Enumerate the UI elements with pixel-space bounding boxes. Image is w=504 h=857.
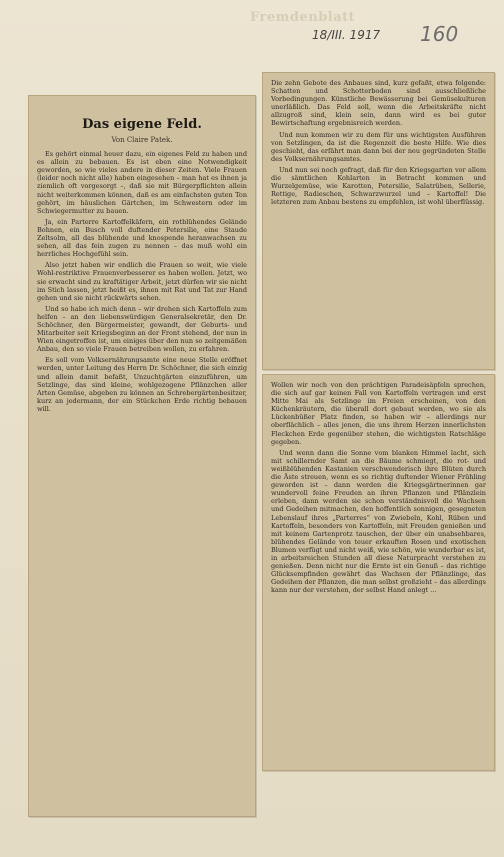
handwritten-page-number: 160	[420, 22, 459, 46]
clipping-left-column	[28, 95, 256, 817]
newspaper-masthead: Fremdenblatt	[250, 10, 356, 25]
paragraph: Also jetzt haben wir endlich die Frauen so weit, wie viele Wohl-restriktive Frauenverbesserer es haben wollen. Jetzt, wo sie erwacht sind zu kraftätiger Arbeit, jetzt dürfen wir sie nicht im Stich lassen, jetzt heißt es, ihnen mit Rat und Tat zur Hand gehen und sie nicht rückwärts sehen.	[37, 261, 247, 302]
paragraph: Und wenn dann die Sonne vom blanken Himmel lacht, sich mit schillernder Samt an die Bäume schmiegt, die rot- und weißblühenden Kastanien verschwenderisch ihre Blüten durch die Äste streuen, wenn es so richtig duftender Wiener Frühling geworden ist – dann werden die Kriegsgärtnerinnen gar wundervoll feine Freuden an ihren Pflanzen und Pflänzlein erleben, dann werden sie schon verständnisvoll die Wachsen und Gedeihen mitmachen, den hoffentlich sonnigen, gesegneten Lebenslauf ihres „Parterres“ von Zwiebeln, Kohl, Rüben und Kartoffeln, besonders von Kartoffeln, mit Freuden genießen und mit keinem Gartenprotz tauschen, der über ein unabsehbares, blühendes Gelände von teuer erkauften Rosen und exotischen Blumen verfügt und nicht weiß, wie schön, wie wunderbar es ist, in arbeitsreichen Stunden all diese Naturpracht verstehen zu genießen. Denn nicht nur die Ernte ist ein Genuß – das richtige Glücksempfinden gewährt das Wachsen der Pflänzlinge, das Gedeihen der Pflanzen, die man selbst großzieht – das allerdings kann nur der verstehen, der selbst Hand anlegt ...	[271, 448, 486, 595]
paragraph: Ja, ein Parterre Kartoffelkäfern, ein rotblühendes Gelände Bohnen, ein Busch voll duftender Petersilie, eine Staude Zeltsolm, all das blühende und knospende heranwachsen zu sehen, all das fein zugen zu nennen – das muß wohl ein herrliches Hochgefühl sein.	[37, 217, 247, 259]
paragraph: Und nun sei noch gefragt, daß für den Kriegsgarten vor allem die sämtlichen Kohlarten in Betracht kommen und Wurzelgemüse, wie Karotten, Petersilie, Salatrüben, Sellerie, Rettige, Radieschen, Schwarzwurzel und – Kartoffel! Die letzteren zum Anbau bestens zu empfehlen, ist wohl überflüssig.	[271, 165, 486, 207]
article-title: Das eigene Feld.	[82, 117, 202, 132]
clipping-right-top	[262, 72, 495, 370]
paragraph: Die zehn Gebote des Anbaues sind, kurz gefaßt, etwa folgende: Schatten und Schotterboden sind ausschließliche Vorbedingungen. Künstliche Bewässerung bei Gemüsekulturen unerläßlich. Das Feld soll, wenn die Arbeitskräfte nicht allzugroß sind, klein sein, dann wird es bei guter Bewirtschaftung ergebnisreich werden.	[271, 79, 486, 128]
article-byline: Von Claire Patek.	[111, 136, 173, 144]
clipping-right-bottom	[262, 374, 495, 771]
paragraph: Es gehört einmal heuer dazu, ein eigenes Feld zu haben und es allein zu bebauen. Es ist eben eine Notwendigkeit geworden, so wie vieles andere in dieser Zeiten. Viele Frauen (leider noch nicht alle) haben eingesehen – man hat es ihnen ja ziemlich oft vorgesorgt –, daß sie mit Bürgerpflichten allein nicht weiterkommen können, daß es am einfachsten guten Ton gehört, im häuslichen Gärtchen, im Schwestern oder im Schwiegermutter zu bauen.	[37, 150, 247, 215]
paragraph: Wollen wir noch von den prächtigen Paradeisäpfeln sprechen, die sich auf gar keinen Fall von Kartoffeln vertragen und erst Mitte Mai als Setzlinge im Freien erscheinen, von den Küchenkräutern, die überall dort gebaut werden, wo sie als Lückenbüßer Platz finden, so haben wir – allerdings nur oberflächlich – alles jenen, die uns ihrem Herzen innerlichsten Fleckchen Erde gegenüber stehen, die wichtigsten Ratschläge gegeben.	[271, 381, 486, 446]
paragraph: Und nun kommen wir zu dem für uns wichtigsten Ausführen von Setzlingen, da ist die Regenzeit die beste Hilfe. Wie dies geschieht, das erfährt man dann bei der neu gegründeten Stelle des Volksernährungsamtes.	[271, 130, 486, 163]
handwritten-date: 18/III. 1917	[312, 28, 381, 42]
paragraph: Es soll vom Volksernährungsamte eine neue Stelle eröffnet werden, unter Leitung des Herrn Dr. Schöchner, die sich einzig und allein damit befaßt, Unzuchtgärten einzuführen, um Setzlinge, das sind kleine, wohlgezogene Pflänzchen aller Arten Gemüse, abgeben zu können an Schrebergärtenbesitzer, kurz an jedermann, der ein Stückchen Erde richtig bebauen will.	[37, 356, 247, 413]
paragraph: Und so habe ich mich denn – wir drehen sich Kartoffeln zum helfen – an den liebenswürdigen Generalsekretär, den Dr. Schöchner, den Bürgermeister, gewandt, der Geburts- und Mitarbeiter seit Kriegsbeginn an der Front stehend, der nun in Wien eingetroffen ist, um einiges über den nun so zeitgemäßen Anbau, den so viele Frauen betreiben wollen, zu erfahren.	[37, 304, 247, 354]
